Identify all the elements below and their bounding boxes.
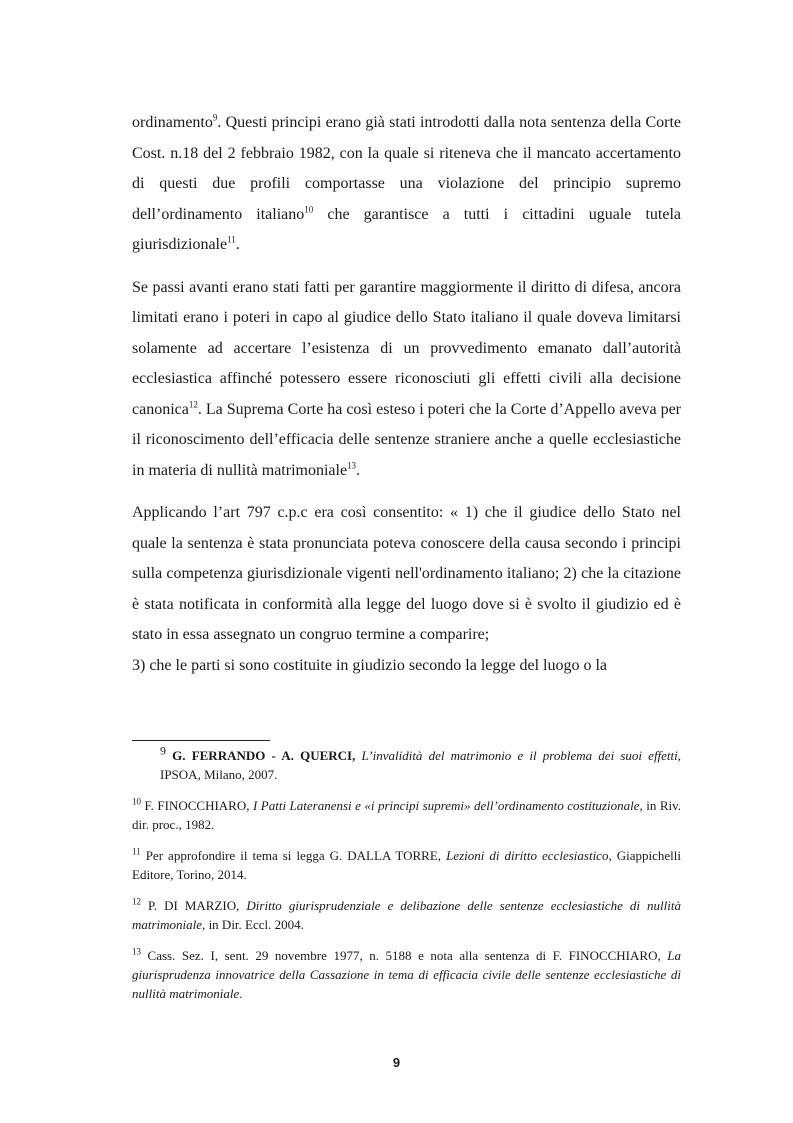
footnote-ref-9[interactable]: 9 [212, 112, 218, 123]
text-run: . [356, 461, 361, 479]
footnote-number: 13 [132, 946, 141, 957]
footnote-ref-12[interactable]: 12 [188, 399, 198, 410]
footnote-title: Lezioni di diritto ecclesiastico [446, 848, 609, 863]
text-run: . La Suprema Corte ha così esteso i poteri che la Corte d’Appello aveva per il riconoscimento dell’efficacia delle sentenze straniere anche a quelle ecclesiastiche in materia di nullità matrimoniale [132, 400, 681, 479]
footnote-10 [132, 796, 681, 834]
footnote-authors: G. FERRANDO - A. QUERCI, [172, 748, 356, 763]
footnote-title: L’invalidità del matrimonio e il problema dei suoi effetti, [361, 748, 682, 763]
paragraph-1 [132, 108, 681, 261]
footnote-source: , Giappichelli Editore, Torino, 2014. [132, 848, 681, 882]
text-run: che garantisce a tutti i cittadini uguale tutela giurisdizionale [132, 205, 682, 253]
footnote-author: Cass. Sez. I, sent. 29 novembre 1977, n. 5188 e nota alla sentenza di F. FINOCCHIARO, [141, 948, 668, 963]
footnote-author: F. FINOCCHIARO, [141, 798, 253, 813]
footnote-number: 9 [160, 743, 166, 758]
footnote-13 [132, 946, 681, 1003]
footnote-9 [132, 743, 682, 784]
text-run: . Questi principi erano già stati introdotti dalla nota sentenza della Corte Cost. n.18 del 2 febbraio 1982, con la quale si riteneva che il mancato accertamento di questi due profili comportasse una violazione del principio supremo dell’ordinamento italiano [132, 114, 681, 223]
text-run: Se passi avanti erano stati fatti per garantire maggiormente il diritto di difesa, ancora limitati erano i poteri in capo al giudice dello Stato italiano il quale doveva limitarsi solamente ad accertare l’esistenza di un provvedimento emanato dall’autorità ecclesiastica affinché potessero essere riconosciuti gli effetti civili alla decisione canonica [132, 278, 681, 418]
body-text [132, 108, 681, 681]
footnote-title: I Patti Lateranensi e «i principi supremi» dell’ordinamento costituzionale [252, 798, 640, 813]
footnote-number: 12 [132, 896, 141, 907]
footnotes [132, 743, 682, 1015]
footnote-author: Per approfondire il tema si legga G. DALLA TORRE, [140, 848, 447, 863]
text-run: ordinamento [132, 114, 213, 131]
footnote-author: P. DI MARZIO, [141, 898, 247, 913]
page-number: 9 [392, 1055, 401, 1070]
footnote-title: Diritto giurisprudenziale e delibazione delle sentenze ecclesiastiche di nullità matrimoniale, [132, 898, 681, 932]
footnote-source: IPSOA, Milano, 2007. [160, 767, 278, 782]
footnote-11 [132, 846, 681, 884]
footnote-number: 11 [132, 846, 141, 857]
footnote-source: . [239, 986, 243, 1001]
footnote-separator [132, 740, 270, 741]
paragraph-2 [132, 273, 681, 487]
text-run: . [235, 236, 240, 253]
footnote-source: in Dir. Eccl. 2004. [205, 917, 304, 932]
footnote-12 [132, 896, 681, 934]
footnote-ref-11[interactable]: 11 [227, 234, 236, 245]
footnote-ref-13[interactable]: 13 [347, 460, 357, 471]
footnote-ref-10[interactable]: 10 [304, 204, 314, 215]
paragraph-3: Applicando l’art 797 c.p.c era così consentito: « 1) che il giudice dello Stato nel quale la sentenza è stata pronunciata poteva conoscere della causa secondo i principi sulla competenza giurisdizionale vigenti nell'ordinamento italiano; 2) che la citazione è stata notificata in conformità alla legge del luogo dove si è svolto il giudizio ed è stato in essa assegnato un congruo termine a comparire; [132, 504, 681, 643]
footnote-number: 10 [132, 796, 141, 807]
footnote-title: La giurisprudenza innovatrice della Cassazione in tema di efficacia civile delle sentenze ecclesiastiche di nullità matrimoniale [132, 948, 681, 1001]
footnote-source: , in Riv. dir. proc., 1982. [132, 798, 682, 832]
paragraph-4: 3) che le parti si sono costituite in giudizio secondo la legge del luogo o la [132, 656, 607, 674]
